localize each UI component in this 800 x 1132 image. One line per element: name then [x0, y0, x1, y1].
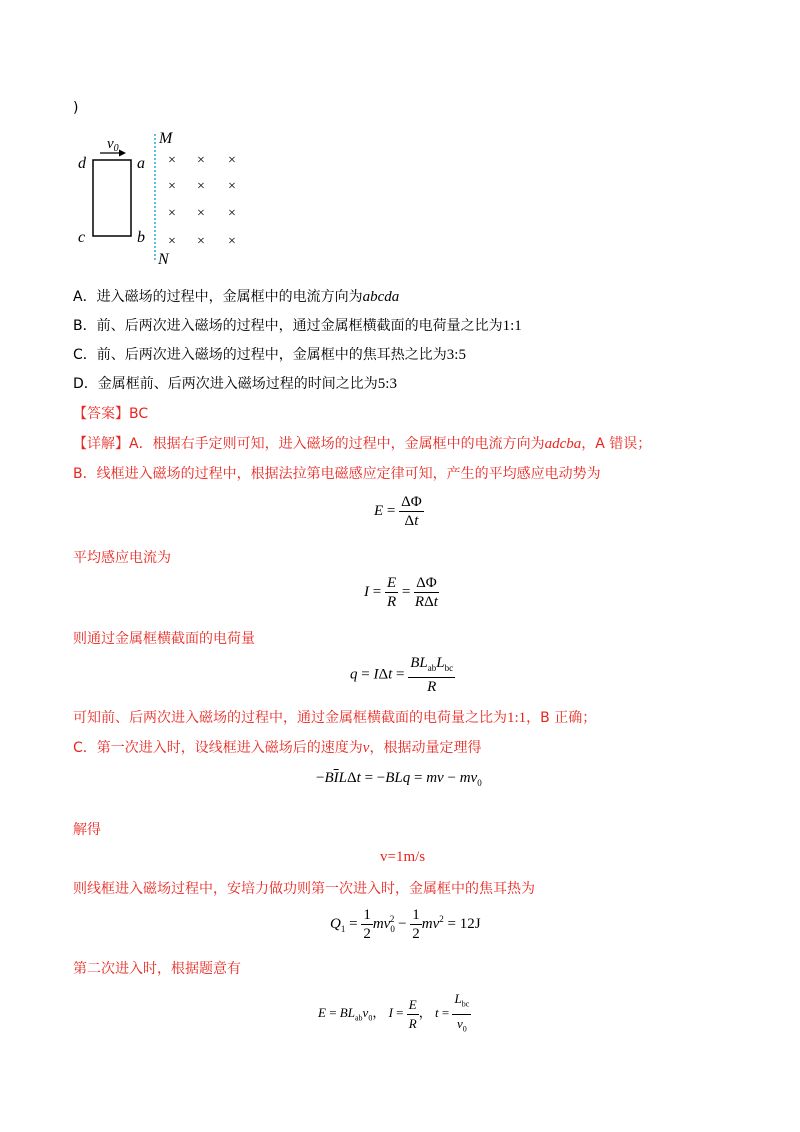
magnetic-field-crosses	[168, 153, 236, 249]
label-d: d	[78, 155, 86, 172]
svg-text:×: ×	[168, 206, 176, 221]
option-c: C．前、后两次进入磁场的过程中，金属框中的焦耳热之比为3:5	[73, 347, 466, 363]
avg-current-label: 平均感应电流为	[73, 550, 171, 566]
explain-a: 【详解】A．根据右手定则可知，进入磁场的过程中，金属框中的电流方向为adcba，A 错误；	[73, 436, 652, 452]
equation-current: I = $\frac{E}{R}$ = $\frac{\Delta\Phi}{\text{RΔt}}$	[364, 575, 438, 610]
svg-text:×: ×	[228, 179, 236, 194]
option-b: B．前、后两次进入磁场的过程中，通过金属框横截面的电荷量之比为1:1	[73, 318, 522, 334]
svg-text:×: ×	[228, 153, 236, 168]
conclusion-b: 可知前、后两次进入磁场的过程中，通过金属框横截面的电荷量之比为1:1，B 正确；	[73, 710, 597, 726]
option-a: A．进入磁场的过程中，金属框中的电流方向为abcda	[73, 289, 400, 305]
svg-text:×: ×	[168, 153, 176, 168]
option-d: D．金属框前、后两次进入磁场过程的时间之比为5:3	[73, 376, 397, 392]
circuit-figure	[70, 128, 260, 270]
charge-label: 则通过金属框横截面的电荷量	[73, 631, 255, 647]
equation-charge: q = IΔt = $\frac{BL_{ab}L_{bc}}{R}$	[350, 655, 454, 695]
svg-text:×: ×	[228, 234, 236, 249]
velocity-arrow-head	[119, 150, 126, 157]
label-c: c	[78, 229, 86, 246]
metal-frame	[93, 160, 131, 236]
equation-v-result: v=1m/s	[380, 849, 426, 865]
solve-label: 解得	[73, 822, 101, 838]
svg-text:×: ×	[168, 179, 176, 194]
equation-heat: $Q_1$ = $\frac{1}{2}$ $mv_0^2$ − $\frac{1}{2}$ $mv^2 = 12J$	[330, 907, 481, 942]
equation-second-entry: $E = BL_{ab}v_0$， I = $\frac{E}{R}$ ， t = $\frac{L_{bc}}{v_0}$	[318, 991, 470, 1034]
label-v0: $v_0$	[107, 136, 119, 154]
svg-text:×: ×	[197, 179, 205, 194]
explain-b: B．线框进入磁场的过程中，根据法拉第电磁感应定律可知，产生的平均感应电动势为	[73, 466, 601, 482]
label-N: N	[158, 251, 169, 268]
equation-emf: E = $\frac{\Delta\Phi}{\Delta t}$	[374, 494, 422, 529]
svg-text:×: ×	[197, 206, 205, 221]
label-M: M	[159, 130, 173, 147]
second-entry-label: 第二次进入时，根据题意有	[73, 961, 241, 977]
svg-text:×: ×	[168, 234, 176, 249]
answer: 【答案】BC	[73, 406, 149, 422]
work-label: 则线框进入磁场过程中，安培力做功则第一次进入时，金属框中的焦耳热为	[73, 881, 535, 897]
svg-text:×: ×	[228, 206, 236, 221]
label-b: b	[137, 229, 145, 246]
explain-c: C．第一次进入时，设线框进入磁场后的速度为v，根据动量定理得	[73, 740, 482, 756]
equation-momentum: $-B\overline{I}L\Delta t = -BLq$ = mv − $mv_0$	[316, 770, 482, 788]
svg-text:×: ×	[197, 153, 205, 168]
label-a: a	[137, 155, 145, 172]
svg-text:×: ×	[197, 234, 205, 249]
top-fragment: )	[73, 100, 79, 116]
